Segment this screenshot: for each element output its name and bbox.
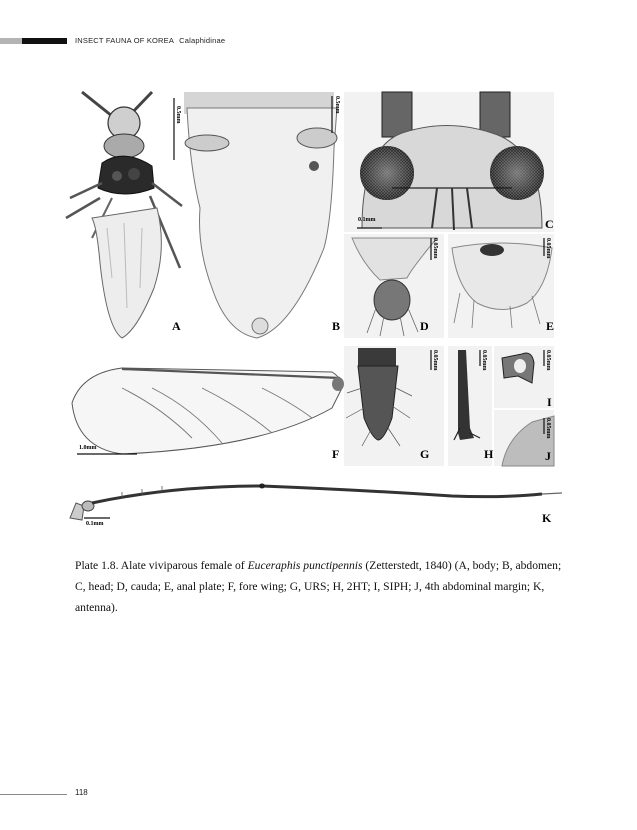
panel-label-b: B <box>332 319 341 333</box>
section-title: Calaphidinae <box>179 36 226 45</box>
species-name: Euceraphis punctipennis <box>247 559 363 572</box>
panel-label-g: G <box>420 447 430 461</box>
panel-b-abdomen <box>184 92 340 338</box>
scale-label-e: 0.05mm <box>545 238 551 259</box>
panel-h-2ht <box>448 346 494 466</box>
scale-label-k: 0.1mm <box>86 521 104 527</box>
panel-label-j: J <box>545 449 551 463</box>
panel-label-d: D <box>420 319 429 333</box>
plate-figure <box>62 88 562 528</box>
panel-c-head <box>344 92 554 232</box>
caption-suffix: (Zetterstedt, 1840) (A, body; B, abdomen; C, head; D, cauda; E, anal plate; F, fore wing; G, URS; H, 2HT; I, SIPH; J, 4th abdominal margin; K, antenna). <box>75 559 562 614</box>
panel-a-body <box>66 92 182 338</box>
scale-label-d: 0.05mm <box>432 238 438 259</box>
panel-f-fore-wing <box>72 368 344 461</box>
panel-g-urs <box>344 346 444 466</box>
page-number: 118 <box>75 788 88 797</box>
scale-label-b: 0.5mm <box>334 96 340 114</box>
panel-i-siph <box>494 346 554 409</box>
book-title: INSECT FAUNA OF KOREA <box>75 36 175 45</box>
scale-label-g: 0.05mm <box>432 350 438 371</box>
scale-label-c: 0.1mm <box>358 217 376 223</box>
scale-label-h: 0.05mm <box>481 350 487 371</box>
header-accent-bar-dark <box>22 38 67 44</box>
footer-rule <box>0 794 67 795</box>
caption-prefix: Plate 1.8. Alate viviparous female of <box>75 559 248 572</box>
running-header <box>75 36 225 45</box>
panel-label-f: F <box>332 447 340 461</box>
panel-label-c: C <box>545 217 554 231</box>
scale-label-j: 0.05mm <box>545 418 551 439</box>
scale-label-f: 1.0mm <box>79 445 97 451</box>
panel-label-a: A <box>172 319 181 333</box>
panel-d-cauda <box>344 234 444 338</box>
panel-k-antenna <box>70 484 562 528</box>
plate-caption <box>75 555 570 618</box>
panel-label-k: K <box>542 511 552 525</box>
panel-j-abdominal-margin <box>494 410 554 466</box>
scale-label-a: 0.5mm <box>175 106 181 124</box>
scale-label-i: 0.05mm <box>545 350 551 371</box>
panel-label-h: H <box>484 447 494 461</box>
panel-label-i: I <box>547 395 552 409</box>
panel-e-anal-plate <box>448 234 554 338</box>
header-accent-bar-light <box>0 38 22 44</box>
panel-label-e: E <box>546 319 555 333</box>
specimen-plate <box>62 88 562 528</box>
